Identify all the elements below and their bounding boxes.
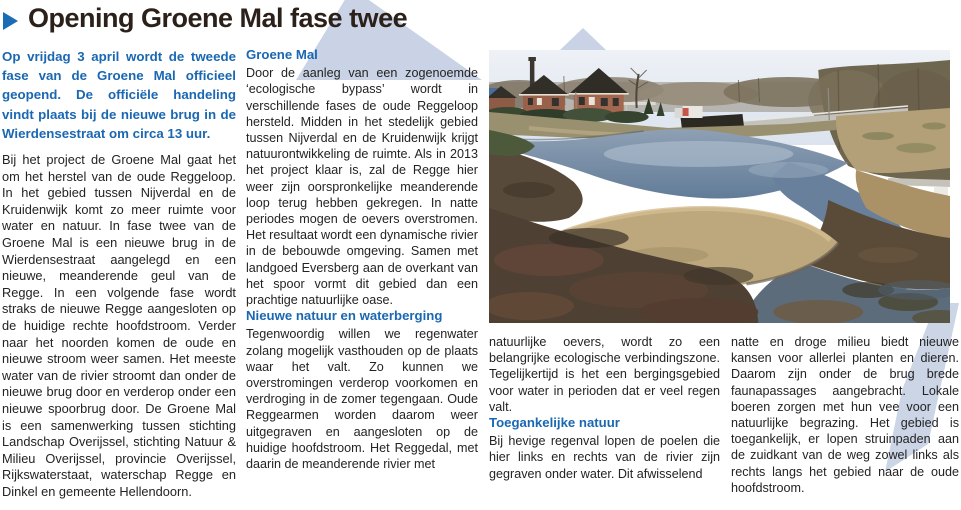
section-heading-toegankelijke-natuur: Toegankelijke natuur: [489, 415, 620, 431]
article-photo: [489, 50, 950, 323]
col1-body-paragraph: Bij het project de Groene Mal gaat het om het herstel van de oude Reggeloop. In het gebied tussen Nijverdal en de Kruidenwijk komt zo meer ruimte voor water en natuur. In fase twee van de Groene Mal is een nieuwe brug in de Wierdensestraat aangelegd en een nieuwe, meanderende geul van de Regge. In een volgende fase wordt straks de nieuwe Regge aangesloten op de huidige rechte hoofdstroom. Verder naar het noorden komen de oude en nieuwe stroom weer samen. Het meeste water van de rivier stroomt dan onder de nieuwe brug door en verderop onder een nieuwe spoorbrug door. De Groene Mal is een samenwerking tussen stichting Landschap Overijssel, stichting Natuur & Milieu Overijssel, provincie Overijssel, Rijkswaterstaat, waterschap Regge en Dinkel en gemeente Hellendoorn.: [2, 152, 236, 499]
section-heading-nieuwe-natuur: Nieuwe natuur en waterberging: [246, 308, 443, 324]
column-4: [731, 334, 959, 506]
section-heading-groene-mal: Groene Mal: [246, 47, 318, 62]
triangle-photo-apex: [560, 28, 606, 50]
col2-body-paragraph-2: Tegenwoordig willen we regenwater zolang mogelijk vasthouden op de plaats waar het valt. Zo kunnen we overstromingen verderop voorkomen en verdroging in de zomer tegengaan. Oude Reggearmen worden daarom weer uitgegraven en aangesloten op de huidige hoofdstroom. Het Reggedal, met daarin de meanderende rivier met: [246, 327, 478, 472]
col4-body-paragraph: natte en droge milieu biedt nieuwe kansen voor allerlei planten en dieren. Daarom zijn onder de brug brede faunapassages aangebracht. Lokale boeren zorgen met hun vee voor een natuurlijke begrazing. Het gebied is toegankelijk, er lopen struinpaden aan de zuidkant van de weg zowel links als rechts langs het gebied naar de oude hoofdstroom.: [731, 335, 959, 495]
col3-body-paragraph-1: natuurlijke oevers, wordt zo een belangrijke ecologische verbindingszone. Tegelijkertijd is het een bergingsgebied voor water in perioden dat er veel regen valt.: [489, 335, 720, 414]
intro-paragraph: Op vrijdag 3 april wordt de tweede fase van de Groene Mal officieel geopend. De officiële handeling vindt plaats bij de nieuwe brug in de Wierdensestraat om circa 13 uur.: [2, 49, 236, 141]
article-title: Opening Groene Mal fase twee: [28, 3, 408, 33]
column-3: [489, 334, 720, 506]
column-1: [2, 47, 236, 507]
col2-body-paragraph-1: Door de aanleg van een zogenoemde ‘ecologische bypass’ wordt in verschillende fases de oude Reggeloop hersteld. Midden in het stedelijk gebied tussen Nijverdal en de Kruidenwijk krijgt natuurontwikkeling de ruimte. Als in 2013 het project klaar is, zal de Regge hier weer zijn oorspronkelijke meanderende loop terug hebben gekregen. In natte periodes mogen de oevers overstromen. Het resultaat wordt een dynamische rivier in de bebouwde omgeving. Samen met landgoed Eversberg aan de overkant van het spoor vormt dit gebied dan een prachtige natuurlijke oase.: [246, 66, 478, 308]
column-2: [246, 47, 478, 507]
article-header: [3, 3, 407, 34]
arrow-bullet-icon: [3, 12, 18, 30]
col3-body-paragraph-2: Bij hevige regenval lopen de poelen die hier links en rechts van de rivier zijn gegraven onder water. Dit afwisselend: [489, 434, 720, 481]
